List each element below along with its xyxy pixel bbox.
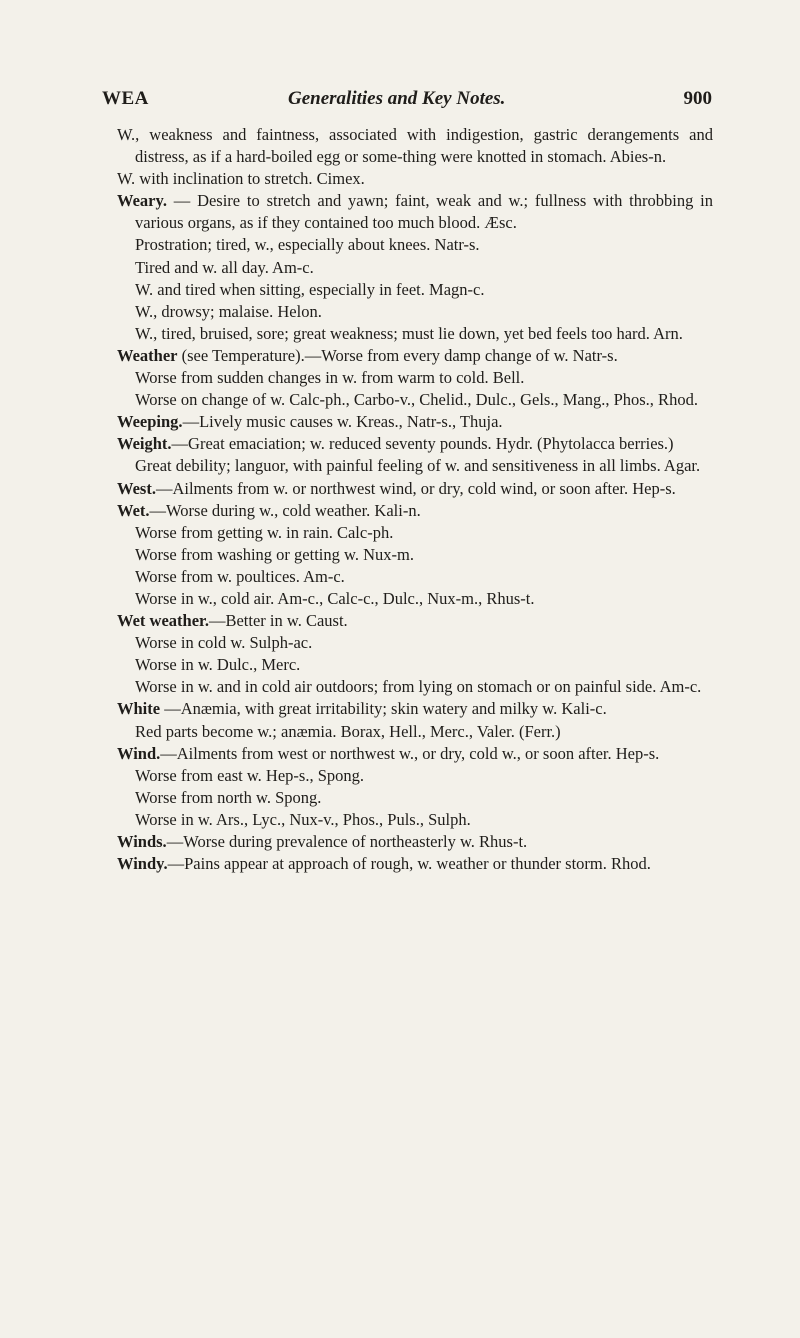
- sub-entry: Worse in w., cold air. Am-c., Calc-c., Dulc., Nux-m., Rhus-t.: [135, 588, 535, 608]
- page-number: 900: [683, 88, 712, 109]
- header-title: Generalities and Key Notes.: [288, 88, 506, 109]
- entry: Weary. — Desire to stretch and yawn; faint, weak and w.; fullness with throbbing in various organs, as if they contained too much blood. Æsc.: [117, 191, 713, 233]
- entry: West.—Ailments from w. or northwest wind, or dry, cold wind, or soon after. Hep-s.: [117, 478, 676, 498]
- sub-entry: W., drowsy; malaise. Helon.: [135, 301, 322, 321]
- entry: Weather (see Temperature).—Worse from every damp change of w. Natr-s.: [117, 345, 618, 365]
- sub-entry: W., tired, bruised, sore; great weakness; must lie down, yet bed feels too hard. Arn.: [135, 323, 683, 343]
- sub-entry: Red parts become w.; anæmia. Borax, Hell., Merc., Valer. (Ferr.): [135, 721, 561, 741]
- header-guide-word: WEA: [102, 88, 149, 109]
- sub-entry: Worse in w. Ars., Lyc., Nux-v., Phos., Puls., Sulph.: [135, 809, 471, 829]
- entry: White —Anæmia, with great irritability; skin watery and milky w. Kali-c.: [117, 699, 607, 719]
- entries-list: [117, 124, 713, 875]
- entry: Wind.—Ailments from west or northwest w., or dry, cold w., or soon after. Hep-s.: [117, 743, 660, 763]
- entry: Wet.—Worse during w., cold weather. Kali-n.: [117, 500, 421, 520]
- running-header: [102, 88, 712, 114]
- entry: Winds.—Worse during prevalence of northeasterly w. Rhus-t.: [117, 832, 528, 851]
- sub-entry: Worse in w. Dulc., Merc.: [135, 655, 301, 675]
- entry: W. with inclination to stretch. Cimex.: [117, 169, 365, 189]
- sub-entry: W. and tired when sitting, especially in feet. Magn-c.: [135, 279, 485, 299]
- sub-entry: Great debility; languor, with painful feeling of w. and sensitiveness in all limbs. Agar.: [135, 456, 701, 476]
- entry: Windy.—Pains appear at approach of rough, w. weather or thunder storm. Rhod.: [117, 854, 651, 874]
- sub-entry: Worse from north w. Spong.: [135, 787, 322, 807]
- sub-entry: Worse from washing or getting w. Nux-m.: [135, 544, 414, 564]
- entry: W., weakness and faintness, associated with indigestion, gastric derangements and distress, as if a hard-boiled egg or some-thing were knotted in stomach. Abies-n.: [117, 125, 713, 167]
- sub-entry: Prostration; tired, w., especially about knees. Natr-s.: [135, 235, 480, 255]
- sub-entry: Tired and w. all day. Am-c.: [135, 257, 314, 277]
- sub-entry: Worse on change of w. Calc-ph., Carbo-v., Chelid., Dulc., Gels., Mang., Phos., Rhod.: [135, 390, 698, 410]
- sub-entry: Worse in w. and in cold air outdoors; from lying on stomach or on painful side. Am-c.: [135, 677, 702, 697]
- sub-entry: Worse in cold w. Sulph-ac.: [135, 633, 313, 653]
- sub-entry: Worse from getting w. in rain. Calc-ph.: [135, 522, 394, 542]
- entry: Weeping.—Lively music causes w. Kreas., Natr-s., Thuja.: [117, 412, 503, 432]
- sub-entry: Worse from sudden changes in w. from warm to cold. Bell.: [135, 368, 525, 388]
- sub-entry: Worse from east w. Hep-s., Spong.: [135, 765, 365, 785]
- sub-entry: Worse from w. poultices. Am-c.: [135, 566, 345, 586]
- entry: Wet weather.—Better in w. Caust.: [117, 611, 348, 631]
- entry: Weight.—Great emaciation; w. reduced seventy pounds. Hydr. (Phytolacca berries.): [117, 434, 674, 454]
